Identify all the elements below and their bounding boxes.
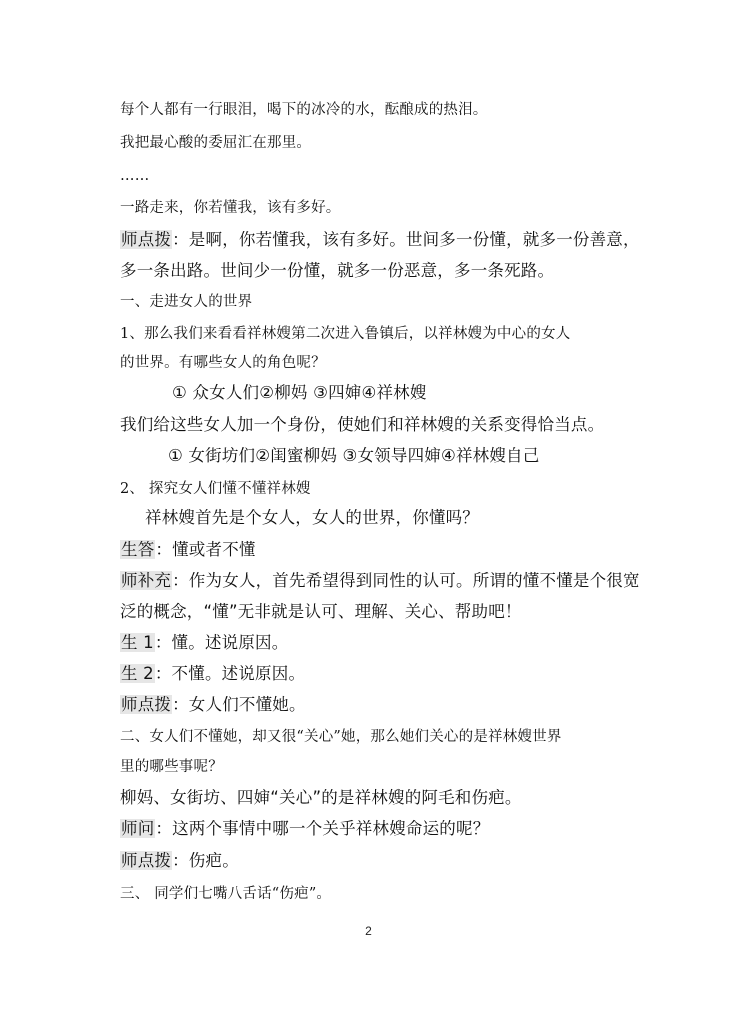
speaker-label: 师点拨 (121, 230, 172, 249)
paragraph-line: 我把最心酸的委屈汇在那里。 (120, 135, 312, 151)
paragraph-line: 的世界。有哪些女人的角色呢？ (120, 355, 326, 371)
student-answer-line: 生 2：不懂。述说原因。 (121, 664, 306, 683)
teacher-comment-line: 师点拨：伤疤。 (121, 851, 239, 870)
section-heading: 三、 同学们七嘴八舌话“伤疤”。 (120, 886, 332, 902)
section-heading: 2、 探究女人们懂不懂祥林嫂 (120, 481, 311, 497)
section-heading: 二、女人们不懂她，却又很“关心”她，那么她们关心的是祥林嫂世界 (120, 729, 562, 745)
list-line: ① 女街坊们②闺蜜柳妈 ③女领导四婶④祥林嫂自己 (168, 446, 540, 465)
speaker-label: 师补充 (121, 571, 172, 590)
paragraph-line: 1、那么我们来看看祥林嫂第二次进入鲁镇后，以祥林嫂为中心的女人 (120, 326, 571, 342)
speaker-label: 师点拨 (121, 851, 172, 870)
speaker-label: 生答 (121, 540, 155, 559)
ellipsis-line: …… (120, 168, 150, 184)
paragraph-line: 里的哪些事呢？ (120, 759, 223, 775)
speaker-label: 生 1 (121, 633, 154, 652)
speaker-label: 师问 (121, 819, 155, 838)
paragraph-line: 柳妈、女街坊、四婶“关心”的是祥林嫂的阿毛和伤疤。 (120, 788, 522, 807)
list-line: ① 众女人们②柳妈 ③四婶④祥林嫂 (172, 383, 427, 402)
paragraph-line: 祥林嫂首先是个女人，女人的世界，你懂吗？ (145, 508, 479, 527)
teacher-comment-line: 师点拨：女人们不懂她。 (121, 695, 306, 714)
page-number: 2 (365, 924, 372, 938)
paragraph-line: 每个人都有一行眼泪，喝下的冰冷的水，酝酿成的热泪。 (120, 102, 488, 118)
paragraph-line: 我们给这些女人加一个身份，使她们和祥林嫂的关系变得恰当点。 (120, 415, 605, 434)
student-answer-line: 生答：懂或者不懂 (121, 540, 256, 559)
speaker-label: 师点拨 (121, 695, 172, 714)
paragraph-line: 泛的概念，“懂”无非就是认可、理解、关心、帮助吧！ (120, 602, 522, 621)
student-answer-line: 生 1：懂。述说原因。 (121, 633, 289, 652)
teacher-comment-line: 师点拨：是啊，你若懂我，该有多好。世间多一份懂，就多一份善意， (121, 230, 640, 249)
paragraph-line: 多一条出路。世间少一份懂，就多一份恶意，多一条死路。 (120, 261, 555, 280)
section-heading: 一、走进女人的世界 (120, 294, 253, 310)
teacher-question-line: 师问：这两个事情中哪一个关乎祥林嫂命运的呢？ (121, 819, 490, 838)
paragraph-line: 一路走来，你若懂我，该有多好。 (120, 200, 341, 216)
teacher-comment-line: 师补充：作为女人，首先希望得到同性的认可。所谓的懂不懂是个很宽 (121, 571, 640, 590)
speaker-label: 生 2 (121, 664, 154, 683)
